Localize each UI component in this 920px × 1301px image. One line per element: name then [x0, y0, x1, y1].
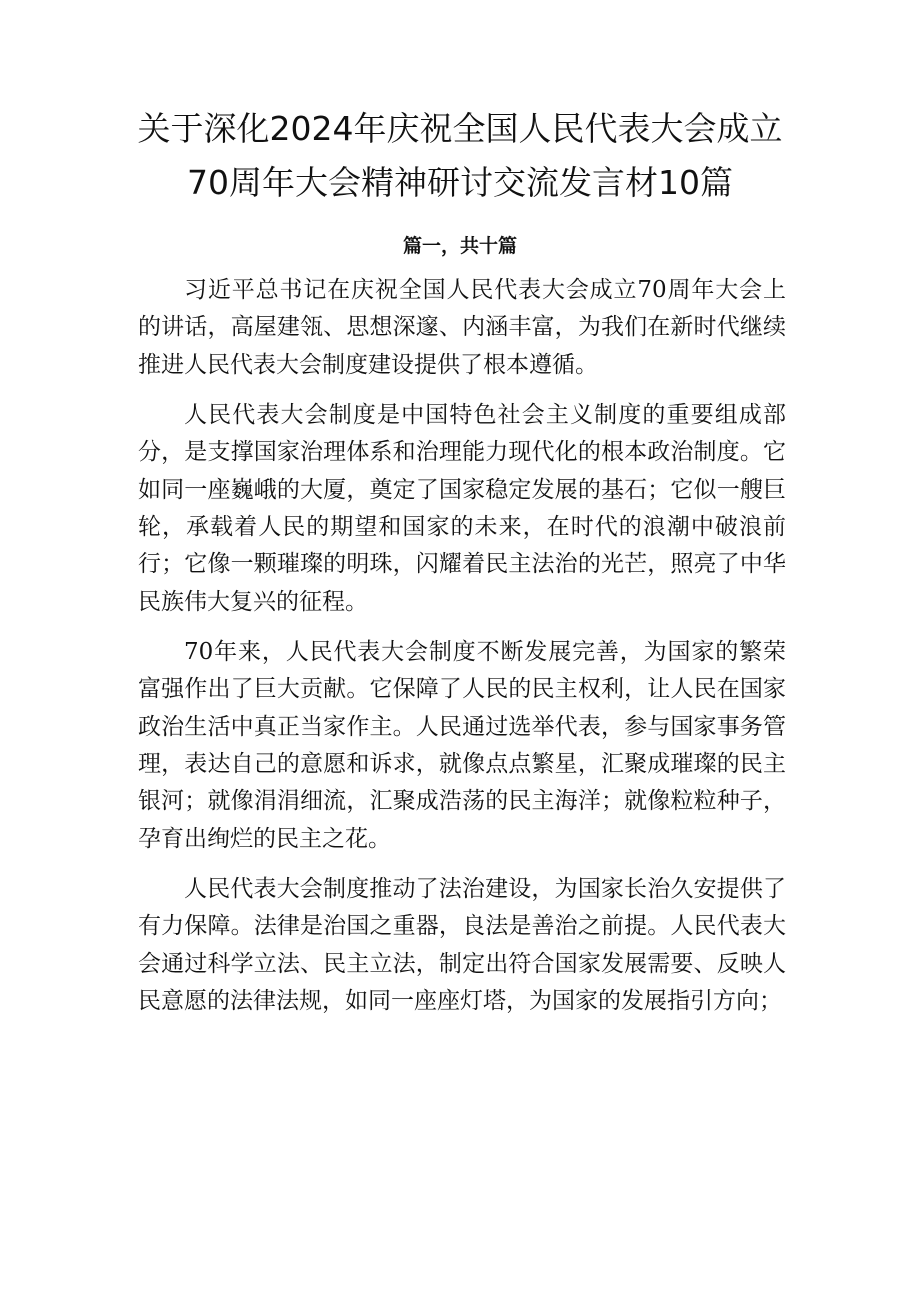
document-body [138, 272, 786, 1033]
body-paragraph-3: 70年来，人民代表大会制度不断发展完善，为国家的繁荣富强作出了巨大贡献。它保障了人民的民主权利，让人民在国家政治生活中真正当家作主。人民通过选举代表，参与国家事务管理，表达自己的意愿和诉求，就像点点繁星，汇聚成璀璨的民主银河；就像涓涓细流，汇聚成浩荡的民主海洋；就像粒粒种子，孕育出绚烂的民主之花。 [138, 638, 786, 852]
document-title: 关于深化2024年庆祝全国人民代表大会成立70周年大会精神研讨交流发言材10篇 [137, 109, 783, 202]
body-paragraph-1: 习近平总书记在庆祝全国人民代表大会成立70周年大会上的讲话，高屋建瓴、思想深邃、内涵丰富，为我们在新时代继续推进人民代表大会制度建设提供了根本遵循。 [138, 277, 786, 378]
body-paragraph-4: 人民代表大会制度推动了法治建设，为国家长治久安提供了有力保障。法律是治国之重器，良法是善治之前提。人民代表大会通过科学立法、民主立法，制定出符合国家发展需要、反映人民意愿的法律法规，如同一座座灯塔，为国家的发展指引方向； [138, 875, 786, 1015]
document-subtitle: 篇一，共十篇 [402, 235, 517, 257]
body-paragraph-2: 人民代表大会制度是中国特色社会主义制度的重要组成部分，是支撑国家治理体系和治理能力现代化的根本政治制度。它如同一座巍峨的大厦，奠定了国家稳定发展的基石；它似一艘巨轮，承载着人民的期望和国家的未来，在时代的浪潮中破浪前行；它像一颗璀璨的明珠，闪耀着民主法治的光芒，照亮了中华民族伟大复兴的征程。 [138, 401, 786, 615]
